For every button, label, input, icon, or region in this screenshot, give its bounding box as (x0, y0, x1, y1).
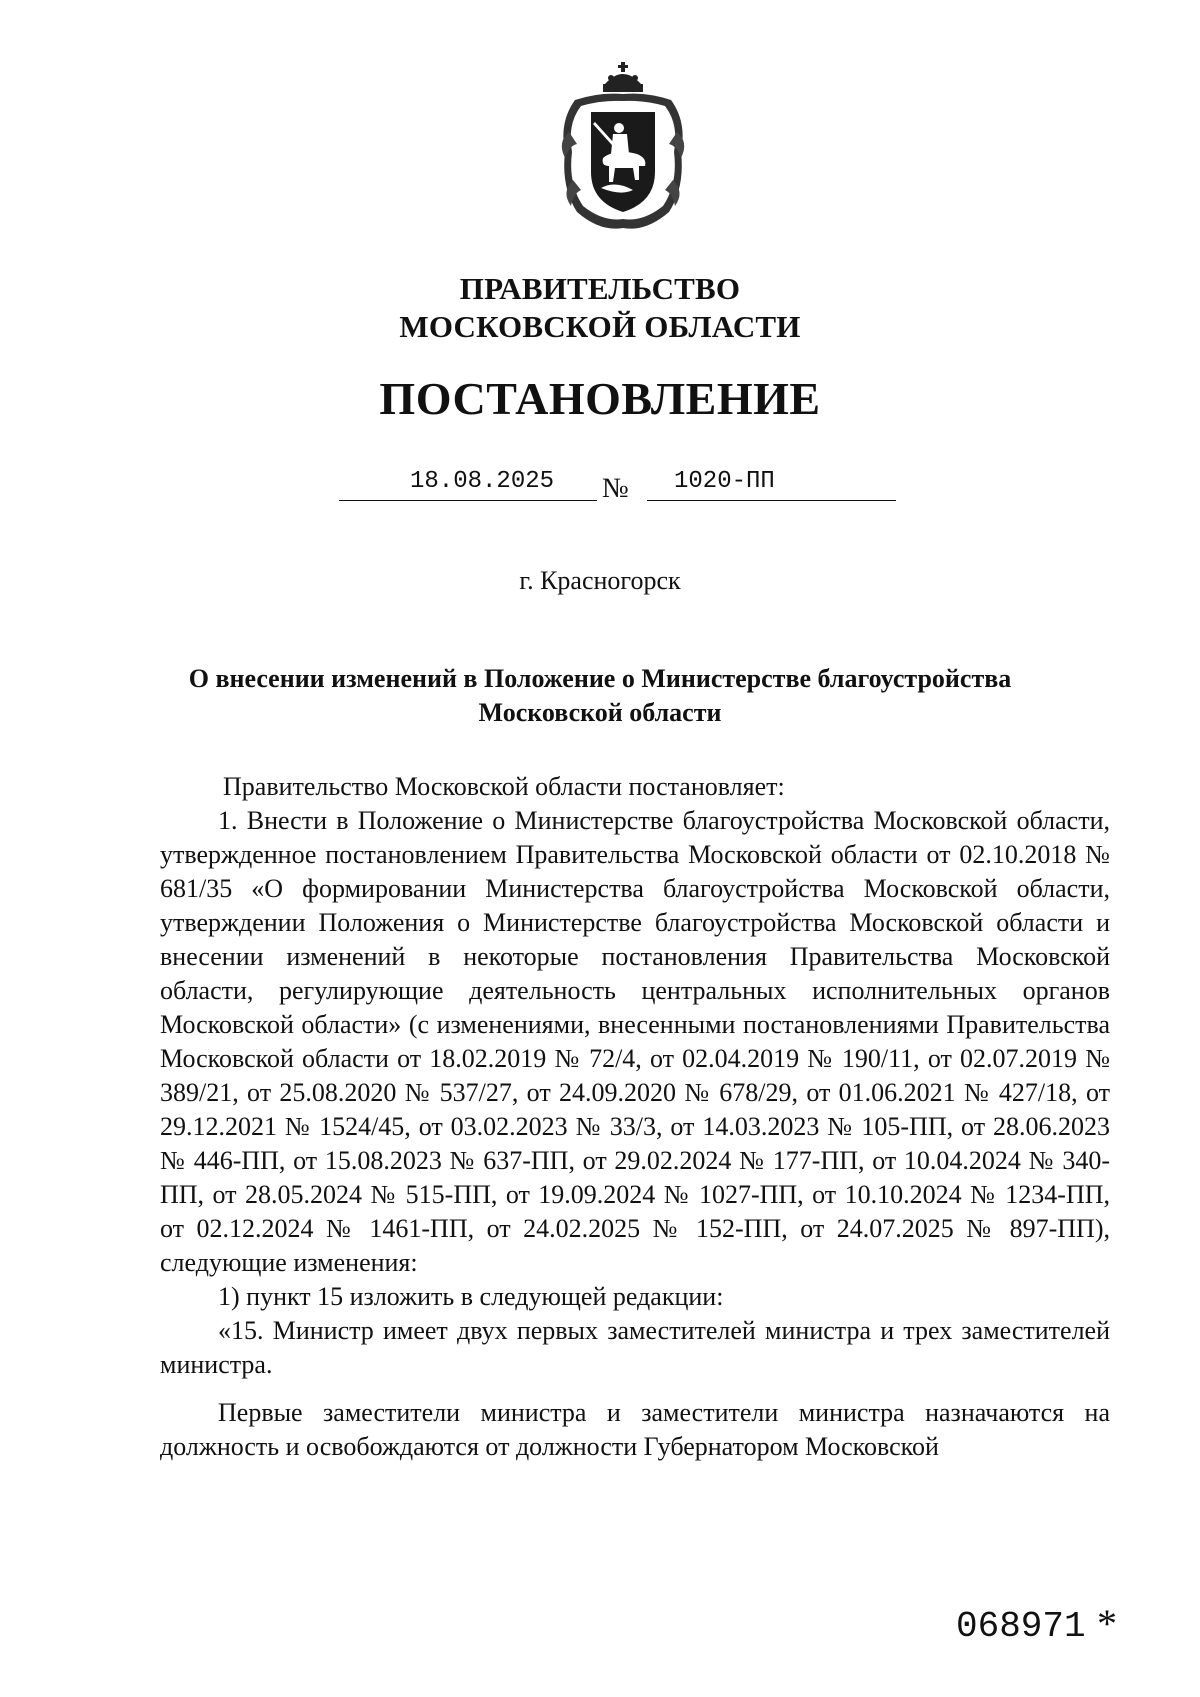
quoted-item-15: «15. Министр имеет двух первых заместителей министра и трех заместителей министра. (160, 1316, 1110, 1379)
serial-mark: * (1097, 1601, 1117, 1646)
serial-number: 068971 (956, 1606, 1086, 1647)
document-number: 1020-ПП (674, 468, 775, 495)
city: г. Красногорск (519, 566, 681, 595)
organization-line-2: МОСКОВСКОЙ ОБЛАСТИ (399, 309, 801, 344)
number-underline (647, 500, 896, 501)
document-type: ПОСТАНОВЛЕНИЕ (379, 373, 821, 424)
coat-of-arms-icon (555, 62, 691, 232)
paragraph-deputies: Первые заместители министра и заместители министра назначаются на должность и освобождаются от должности Губернатором Московской (160, 1398, 1110, 1461)
subitem-1: 1) пункт 15 изложить в следующей редакции: (218, 1282, 724, 1311)
date-underline (339, 500, 597, 501)
document-subject (0, 662, 1200, 730)
organization-name (0, 270, 1200, 346)
number-sign: № (602, 473, 629, 504)
item-1: 1. Внести в Положение о Министерстве благоустройства Московской области, утвержденное постановлением Правительства Московской области от 02.10.2018 № 681/35 «О формировании Министерства благоустройства Московской области, утверждении Положения о Министерстве благоустройства Московской области и внесении изменений в некоторые постановления Правительства Московской области, регулирующие деятельность центральных исполнительных органов Московской области» (с изменениями, внесенными постановлениями Правительства Московской области от 18.02.2019 № 72/4, от 02.04.2019 № 190/11, от 02.07.2019 № 389/21, от 25.08.2020 № 537/27, от 24.09.2020 № 678/29, от 01.06.2021 № 427/18, от 29.12.2021 № 1524/45, от 03.02.2023 № 33/3, от 14.03.2023 № 105-ПП, от 28.06.2023 № 446-ПП, от 15.08.2023 № 637-ПП, от 29.02.2024 № 177-ПП, от 10.04.2024 № 340-ПП, от 28.05.2024 № 515-ПП, от 19.09.2024 № 1027-ПП, от 10.10.2024 № 1234-ПП, от 02.12.2024 № 1461-ПП, от 24.02.2025 № 152-ПП, от 24.07.2025 № 897-ПП), следующие изменения: (160, 806, 1110, 1277)
document-body (160, 770, 1110, 1464)
subject-line-1: О внесении изменений в Положение о Министерстве благоустройства (188, 664, 1012, 693)
subject-line-2: Московской области (478, 698, 722, 727)
preamble: Правительство Московской области постановляет: (223, 772, 785, 801)
document-date: 18.08.2025 (410, 468, 555, 495)
organization-line-1: ПРАВИТЕЛЬСТВО (459, 271, 741, 306)
